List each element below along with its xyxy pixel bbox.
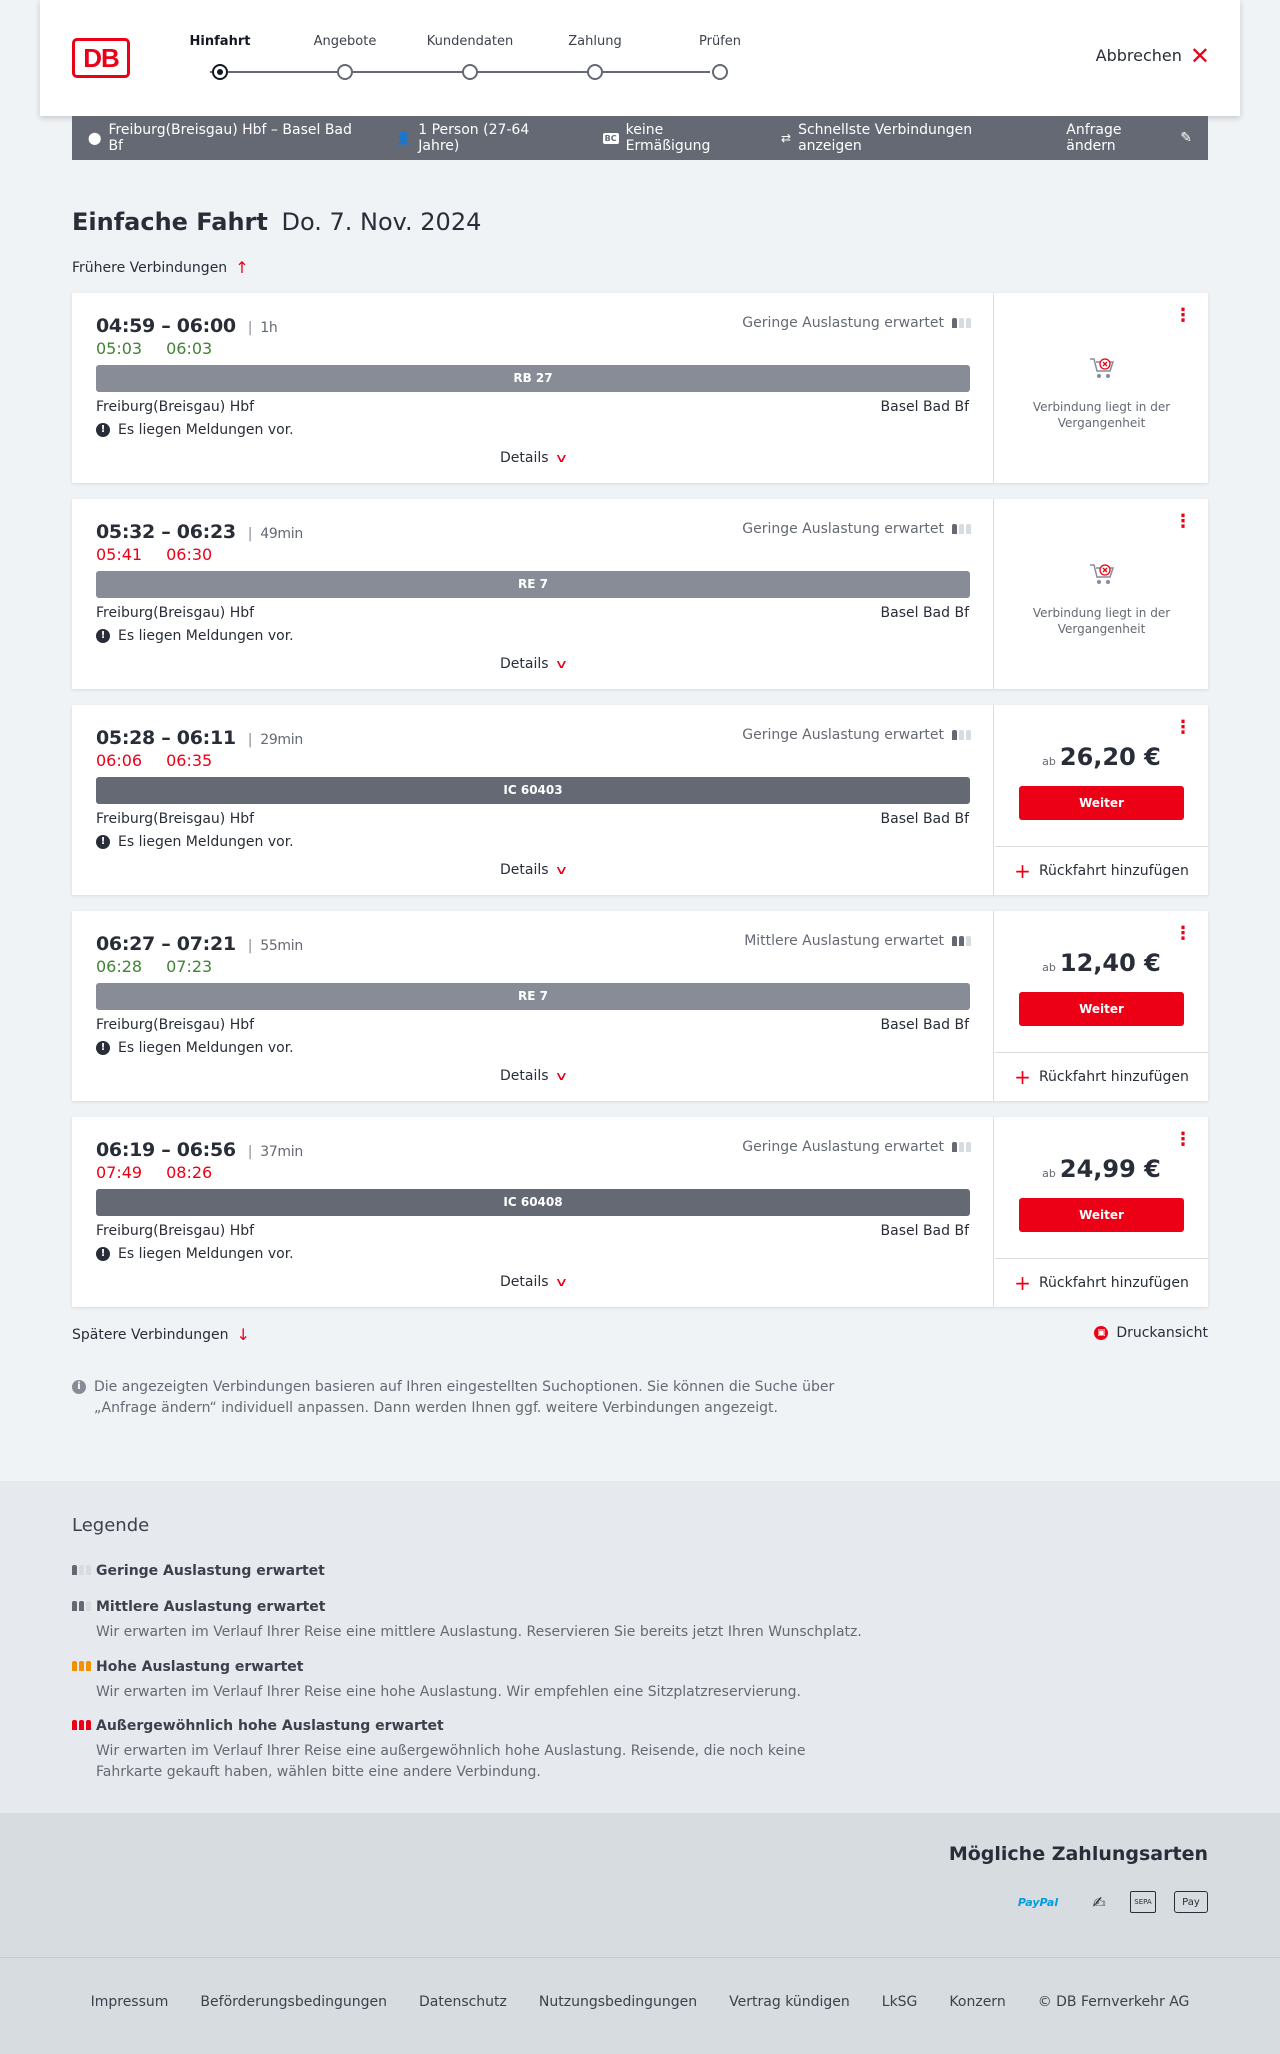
step-pruefen: Prüfen xyxy=(670,34,770,80)
earlier-connections-link[interactable]: Frühere Verbindungen ↑ xyxy=(72,258,249,277)
paypal-icon: Pay Pal xyxy=(1017,1895,1059,1909)
connection-card xyxy=(72,1117,1208,1307)
step-kundendaten: Kundendaten xyxy=(420,34,520,80)
origin-station: Freiburg(Breisgau) Hbf xyxy=(96,1223,255,1239)
chevron-down-icon: ∨ xyxy=(553,657,568,671)
train-segment: RE 7 xyxy=(96,983,970,1010)
connection-main[interactable] xyxy=(72,499,994,689)
payment-methods xyxy=(0,1813,1280,1957)
price: ab 26,20 € xyxy=(1042,743,1161,771)
chevron-down-icon: ∨ xyxy=(553,451,568,465)
cancel-label: Abbrechen xyxy=(1095,46,1182,65)
destination-station: Basel Bad Bf xyxy=(880,1017,969,1033)
past-connection-text: Verbindung liegt in der Vergangenheit xyxy=(1032,400,1171,430)
realtime-times: 06:06 06:35 xyxy=(96,751,213,770)
step-hinfahrt: Hinfahrt xyxy=(170,34,270,80)
offer-panel xyxy=(995,705,1208,895)
step-zahlung: Zahlung xyxy=(545,34,645,80)
warning-icon: ! xyxy=(96,629,110,643)
occupancy-icon xyxy=(952,936,971,946)
origin-station: Freiburg(Breisgau) Hbf xyxy=(96,399,255,415)
continue-button[interactable]: Weiter xyxy=(1019,786,1184,820)
realtime-times: 06:28 07:23 xyxy=(96,957,213,976)
step-dot xyxy=(212,64,228,80)
occupancy-very-high-icon xyxy=(72,1720,91,1730)
swap-icon: ⇄ xyxy=(781,131,792,145)
connection-main[interactable] xyxy=(72,293,994,483)
warning-icon: ! xyxy=(96,1041,110,1055)
destination-station: Basel Bad Bf xyxy=(880,1223,969,1239)
plus-icon: + xyxy=(1014,859,1031,883)
print-view-link[interactable]: ▣ Druckansicht xyxy=(1094,1325,1208,1341)
printer-icon: ▣ xyxy=(1094,1326,1108,1340)
query-discount: BC keine Ermäßigung xyxy=(604,122,711,154)
query-persons: 👤 1 Person (27-64 Jahre) xyxy=(396,122,530,154)
connection-card xyxy=(72,911,1208,1101)
scheduled-times: 05:32 – 06:23 | 49min xyxy=(96,521,303,543)
chevron-down-icon: ∨ xyxy=(553,863,568,877)
destination-station: Basel Bad Bf xyxy=(880,811,969,827)
occupancy-icon xyxy=(952,318,971,328)
scheduled-times: 04:59 – 06:00 | 1h xyxy=(96,315,278,337)
realtime-times: 07:49 08:26 xyxy=(96,1163,213,1182)
scheduled-times: 05:28 – 06:11 | 29min xyxy=(96,727,303,749)
step-dot xyxy=(462,64,478,80)
realtime-times: 05:41 06:30 xyxy=(96,545,213,564)
details-toggle[interactable]: Details ∨ xyxy=(500,450,568,466)
add-return-trip-button[interactable]: + Rückfahrt hinzufügen xyxy=(995,846,1208,895)
footer-link[interactable]: Vertrag kündigen xyxy=(729,1994,850,2010)
add-return-trip-button[interactable]: + Rückfahrt hinzufügen xyxy=(995,1258,1208,1307)
occupancy-info: Geringe Auslastung erwartet xyxy=(742,1139,971,1155)
occupancy-info: Mittlere Auslastung erwartet xyxy=(744,933,971,949)
occupancy-icon xyxy=(952,524,971,534)
payment-title: Mögliche Zahlungsarten xyxy=(948,1843,1208,1865)
apple-pay-icon: Pay xyxy=(1174,1891,1208,1913)
duration: 29min xyxy=(260,732,303,748)
location-pin-icon: ⬤ xyxy=(88,131,102,145)
duration: 55min xyxy=(260,938,303,954)
cancel-button[interactable] xyxy=(1095,41,1210,70)
page-title: Einfache Fahrt Do. 7. Nov. 2024 xyxy=(72,208,482,236)
details-toggle[interactable]: Details ∨ xyxy=(500,656,568,672)
add-return-trip-button[interactable]: + Rückfahrt hinzufügen xyxy=(995,1052,1208,1101)
edit-query-button[interactable]: Anfrage ändern ✎ xyxy=(1066,122,1192,154)
occupancy-icon xyxy=(952,1142,971,1152)
footer-link[interactable]: Datenschutz xyxy=(418,1994,507,2010)
more-options-icon[interactable]: ⋮ xyxy=(1174,717,1192,738)
connection-card xyxy=(72,293,1208,483)
chevron-down-icon: ∨ xyxy=(553,1275,568,1289)
query-bar xyxy=(72,116,1208,160)
connection-main[interactable] xyxy=(72,1117,994,1307)
destination-station: Basel Bad Bf xyxy=(880,605,969,621)
continue-button[interactable]: Weiter xyxy=(1019,1198,1184,1232)
occupancy-info: Geringe Auslastung erwartet xyxy=(742,521,971,537)
legend-title: Legende xyxy=(72,1515,150,1536)
step-dot xyxy=(712,64,728,80)
plus-icon: + xyxy=(1014,1271,1031,1295)
duration: 49min xyxy=(260,526,303,542)
notice: ! Es liegen Meldungen vor. xyxy=(96,628,294,644)
price: ab 12,40 € xyxy=(1042,949,1161,977)
train-segment: IC 60403 xyxy=(96,777,970,804)
duration: 1h xyxy=(260,320,278,336)
duration: 37min xyxy=(260,1144,303,1160)
progress-steps xyxy=(170,34,810,84)
footer-link[interactable]: Konzern xyxy=(949,1994,1006,2010)
footer-link[interactable]: Impressum xyxy=(90,1994,169,2010)
arrow-down-icon: ↓ xyxy=(236,1325,250,1344)
pencil-icon: ✎ xyxy=(1180,130,1192,146)
offer-panel xyxy=(995,911,1208,1101)
info-icon: i xyxy=(72,1380,86,1394)
continue-button[interactable]: Weiter xyxy=(1019,992,1184,1026)
offer-panel xyxy=(995,499,1208,689)
arrow-up-icon: ↑ xyxy=(235,258,249,277)
cart-unavailable-icon xyxy=(1088,561,1116,587)
query-route: ⬤ Freiburg(Breisgau) Hbf – Basel Bad Bf xyxy=(88,122,352,154)
connection-main[interactable] xyxy=(72,705,994,895)
legend-item-medium: Mittlere Auslastung erwartet Wir erwarten im Verlauf Ihrer Reise eine mittlere Auslastung. Reservieren Sie bereits jetzt Ihren Wunschplatz. xyxy=(72,1599,872,1643)
origin-station: Freiburg(Breisgau) Hbf xyxy=(96,811,255,827)
details-toggle[interactable]: Details ∨ xyxy=(500,1068,568,1084)
footer-link: © DB Fernverkehr AG xyxy=(1037,1994,1190,2010)
legend-item-high: Hohe Auslastung erwartet Wir erwarten im Verlauf Ihrer Reise eine hohe Auslastung. Wir empfehlen eine Sitzplatzreservierung. xyxy=(72,1659,872,1703)
past-connection-text: Verbindung liegt in der Vergangenheit xyxy=(1032,606,1171,636)
query-option: ⇄ Schnellste Verbindungen anzeigen xyxy=(781,122,973,154)
legend-item-low: Geringe Auslastung erwartet xyxy=(72,1563,872,1579)
footer xyxy=(0,1957,1280,2054)
footer-link[interactable]: Nutzungsbedingungen xyxy=(538,1994,698,2010)
step-dot xyxy=(337,64,353,80)
scheduled-times: 06:27 – 07:21 | 55min xyxy=(96,933,303,955)
connection-card xyxy=(72,499,1208,689)
origin-station: Freiburg(Breisgau) Hbf xyxy=(96,605,255,621)
scheduled-times: 06:19 – 06:56 | 37min xyxy=(96,1139,303,1161)
person-icon: 👤 xyxy=(396,131,412,145)
later-connections-link[interactable]: Spätere Verbindungen ↓ xyxy=(72,1325,250,1344)
offer-panel xyxy=(995,1117,1208,1307)
train-segment: IC 60408 xyxy=(96,1189,970,1216)
legend xyxy=(0,1481,1280,1813)
more-options-icon[interactable]: ⋮ xyxy=(1174,511,1192,532)
occupancy-medium-icon xyxy=(72,1601,91,1611)
connection-card xyxy=(72,705,1208,895)
price: ab 24,99 € xyxy=(1042,1155,1161,1183)
train-segment: RB 27 xyxy=(96,365,970,392)
footer-link[interactable]: LkSG xyxy=(881,1994,918,2010)
origin-station: Freiburg(Breisgau) Hbf xyxy=(96,1017,255,1033)
more-options-icon[interactable]: ⋮ xyxy=(1174,1129,1192,1150)
destination-station: Basel Bad Bf xyxy=(880,399,969,415)
more-options-icon[interactable]: ⋮ xyxy=(1174,923,1192,944)
credit-card-icon: ✍ xyxy=(1092,1892,1106,1912)
step-angebote: Angebote xyxy=(295,34,395,80)
offer-panel xyxy=(995,293,1208,483)
notice: ! Es liegen Meldungen vor. xyxy=(96,834,294,850)
warning-icon: ! xyxy=(96,1247,110,1261)
bahncard-icon: BC xyxy=(604,133,617,143)
info-note: i Die angezeigten Verbindungen basieren auf Ihren eingestellten Suchoptionen. Sie können die Suche über „Anfrage ändern“ individuell anpassen. Dann werden Ihnen ggf. weitere Verbindungen angezeigt. xyxy=(72,1377,852,1419)
close-icon: ✕ xyxy=(1189,41,1210,70)
notice: ! Es liegen Meldungen vor. xyxy=(96,1246,294,1262)
occupancy-high-icon xyxy=(72,1661,91,1671)
notice: ! Es liegen Meldungen vor. xyxy=(96,422,294,438)
cart-unavailable-icon xyxy=(1088,355,1116,381)
details-toggle[interactable]: Details ∨ xyxy=(500,1274,568,1290)
db-logo[interactable]: DB xyxy=(72,38,130,78)
warning-icon: ! xyxy=(96,423,110,437)
step-dot xyxy=(587,64,603,80)
footer-link[interactable]: Beförderungsbedingungen xyxy=(200,1994,387,2010)
details-toggle[interactable]: Details ∨ xyxy=(500,862,568,878)
warning-icon: ! xyxy=(96,835,110,849)
more-options-icon[interactable]: ⋮ xyxy=(1174,305,1192,326)
occupancy-icon xyxy=(952,730,971,740)
chevron-down-icon: ∨ xyxy=(553,1069,568,1083)
occupancy-info: Geringe Auslastung erwartet xyxy=(742,315,971,331)
notice: ! Es liegen Meldungen vor. xyxy=(96,1040,294,1056)
sepa-icon: SEPA xyxy=(1130,1891,1156,1913)
occupancy-info: Geringe Auslastung erwartet xyxy=(742,727,971,743)
plus-icon: + xyxy=(1014,1065,1031,1089)
header xyxy=(40,0,1240,116)
realtime-times: 05:03 06:03 xyxy=(96,339,213,358)
train-segment: RE 7 xyxy=(96,571,970,598)
legend-item-very-high: Außergewöhnlich hohe Auslastung erwartet Wir erwarten im Verlauf Ihrer Reise eine außergewöhnlich hohe Auslastung. Reisende, die noch keine Fahrkarte gekauft haben, wählen bitte eine andere Verbindung. xyxy=(72,1718,872,1783)
occupancy-low-icon xyxy=(72,1565,91,1575)
connection-main[interactable] xyxy=(72,911,994,1101)
